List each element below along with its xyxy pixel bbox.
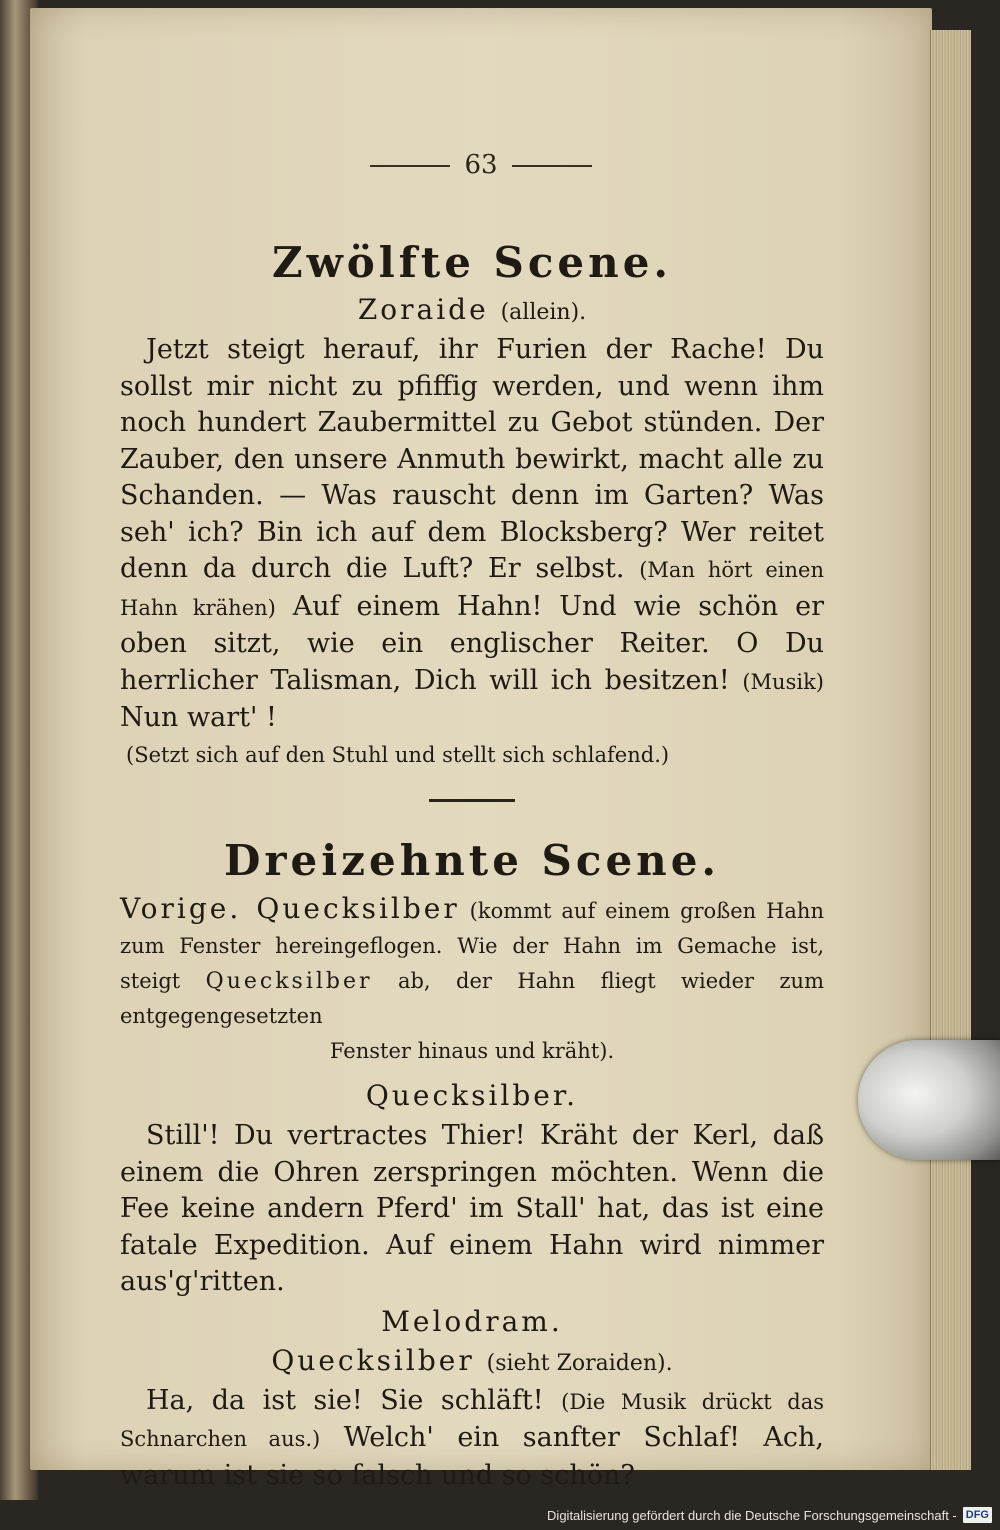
page-text [120,238,824,1494]
stage-character-name: Quecksilber [205,969,373,994]
page-number [30,150,932,180]
scene-13-title: Dreizehnte Scene. [223,836,721,885]
book-page [30,8,932,1491]
speaker-note: (allein). [500,300,587,325]
scene-13-speech-1: Still'! Du vertractes Thier! Kräht der Kerl, daß einem die Ohren zerspringen möchten. Wenn die Fee keine andern Pferd' im Stall' hat, das ist eine fatale Expedition. Auf einem Hahn wird nimmer aus'g'ritten. [120,1120,824,1297]
footer-credit: Digitalisierung gefördert durch die Deutsche Forschungsgemeinschaft - [547,1507,957,1523]
digitization-footer [547,1504,992,1526]
stage-direction: ab, der Hahn fliegt wieder zum entgegengesetzten [120,969,824,1028]
stage-direction: (Musik) [742,669,824,694]
melodram-heading: Melodram. [381,1304,563,1338]
stage-direction: Fenster hinaus und kräht). [329,1039,615,1063]
scene-13-speaker-2 [120,1344,824,1377]
page-number-text: 63 [464,150,498,180]
speech-text: Nun wart' ! [120,702,277,733]
speech-text: Auf einem Hahn! Und wie schön er oben sitzt, wie ein englischer Reiter. O Du herrlicher Talisman, Dich will ich besitzen! [120,590,825,696]
page-number-rule-left [370,165,450,167]
stage-direction: (Die Musik drückt das Schnarchen aus.) [120,1389,824,1451]
stage-direction: (Man hört einen Hahn krähen) [120,558,825,620]
scene-13-stage-heading [120,891,824,1069]
speaker-note: (sieht Zoraiden). [486,1350,673,1376]
persons-on-stage: Vorige. Quecksilber [120,892,460,925]
scene-divider [429,799,515,802]
dfg-logo: DFG [963,1507,992,1523]
stage-direction: (kommt auf einem großen Hahn zum Fenster hereingeflogen. Wie der Hahn im Gemache ist, steigt [120,899,824,993]
scene-13-speech-2 [120,1383,824,1495]
scene-12-speaker [120,293,824,326]
speech-text: Ha, da ist sie! Sie schläft! [146,1384,544,1416]
speaker-name: Quecksilber [271,1343,475,1377]
page-number-rule-right [512,165,592,167]
scene-12-title: Zwölfte Scene. [271,238,673,287]
speech-text: Welch' ein sanfter Schlaf! Ach, warum ist sie so falsch und so schön? [120,1422,824,1491]
page-stack-edge [930,30,971,1470]
speaker-name: Zoraide [357,293,489,326]
page-holder-clip [858,1040,1000,1160]
speech-text: Jetzt steigt herauf, ihr Furien der Rache! Du sollst mir nicht zu pfiffig werden, und wenn ihm noch hundert Zaubermittel zu Gebot stünden. Der Zauber, den unsere Anmuth bewirkt, macht alle zu Schanden. — Was rauscht denn im Garten? Was seh' ich? Bin ich auf dem Blocksberg? Wer reitet denn da durch die Luft? Er selbst. [120,334,824,584]
stage-direction-line: (Setzt sich auf den Stuhl und stellt sich schlafend.) [126,742,670,767]
scene-13-speaker-1: Quecksilber. [365,1079,579,1112]
scene-12-speech [120,332,824,737]
